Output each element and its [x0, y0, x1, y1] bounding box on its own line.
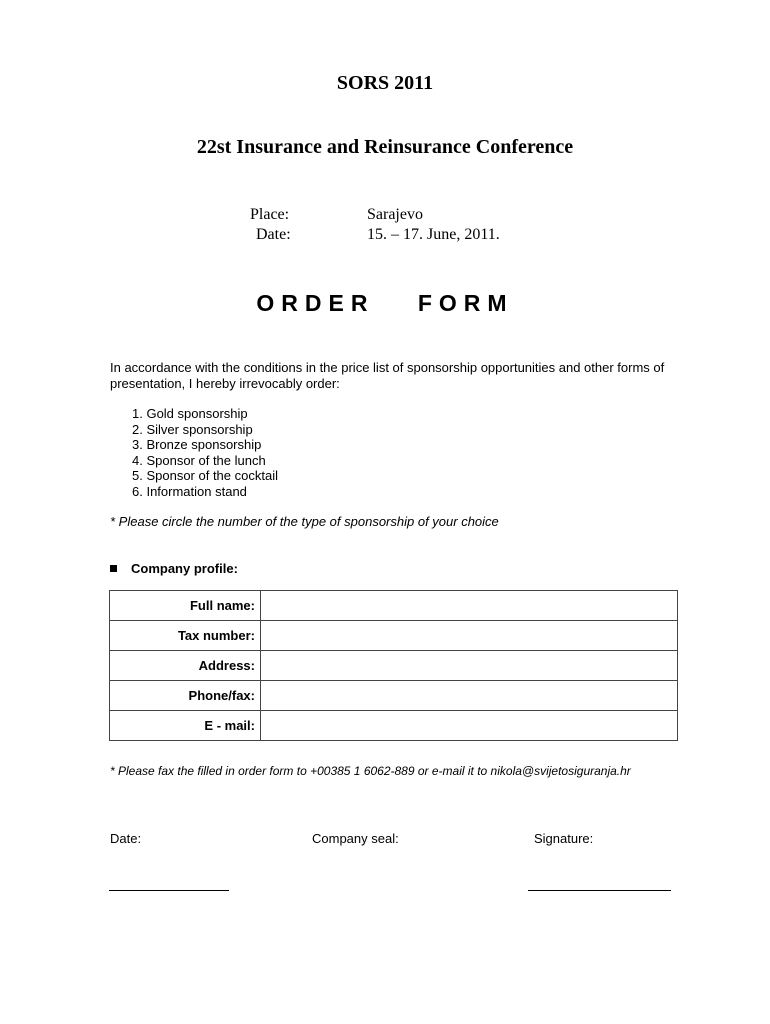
- sponsorship-option-silver[interactable]: 2. Silver sponsorship: [132, 421, 253, 437]
- table-row: [110, 651, 678, 681]
- address-label: Address:: [110, 651, 261, 681]
- phone-fax-label: Phone/fax:: [110, 681, 261, 711]
- place-label: Place:: [250, 206, 290, 223]
- email-field[interactable]: [261, 711, 678, 741]
- intro-paragraph: In accordance with the conditions in the price list of sponsorship opportunities and other forms of presentation, I hereby irrevocably order:: [110, 360, 665, 391]
- date-signature-line[interactable]: [109, 890, 229, 891]
- signature-label: Signature:: [534, 831, 594, 846]
- full-name-field[interactable]: [261, 591, 678, 621]
- square-bullet-icon: [110, 565, 117, 572]
- table-row: [110, 621, 678, 651]
- table-row: [110, 681, 678, 711]
- company-seal-label: Company seal:: [312, 831, 399, 846]
- sponsorship-option-info-stand[interactable]: 6. Information stand: [132, 483, 247, 499]
- sponsorship-option-cocktail[interactable]: 5. Sponsor of the cocktail: [132, 468, 278, 483]
- date-label: Date:: [256, 226, 291, 243]
- sponsorship-option-lunch[interactable]: 4. Sponsor of the lunch: [132, 452, 266, 468]
- company-profile-table: [109, 590, 678, 741]
- company-profile-heading: [110, 561, 238, 576]
- table-row: [110, 591, 678, 621]
- signature-line[interactable]: [528, 890, 671, 891]
- circle-choice-note: * Please circle the number of the type of sponsorship of your choice: [110, 514, 499, 529]
- tax-number-label: Tax number:: [110, 621, 261, 651]
- phone-fax-field[interactable]: [261, 681, 678, 711]
- order-form-heading: ORDER FORM: [256, 290, 514, 316]
- sponsorship-options-list: [132, 406, 278, 499]
- signature-date-label: Date:: [110, 831, 142, 846]
- fax-instructions-note: * Please fax the filled in order form to +00385 1 6062-889 or e-mail it to nikola@svijetosiguranja.hr: [110, 764, 631, 778]
- company-profile-label: Company profile:: [131, 561, 238, 576]
- full-name-label: Full name:: [110, 591, 261, 621]
- email-label: E - mail:: [110, 711, 261, 741]
- address-field[interactable]: [261, 651, 678, 681]
- conference-subtitle: 22st Insurance and Reinsurance Conference: [196, 136, 574, 158]
- sponsorship-option-bronze[interactable]: 3. Bronze sponsorship: [132, 437, 262, 452]
- sponsorship-option-gold[interactable]: 1. Gold sponsorship: [132, 406, 248, 421]
- place-value: Sarajevo: [367, 206, 423, 223]
- document-title: SORS 2011: [336, 72, 434, 94]
- table-row: [110, 711, 678, 741]
- tax-number-field[interactable]: [261, 621, 678, 651]
- date-value: 15. – 17. June, 2011.: [367, 226, 500, 243]
